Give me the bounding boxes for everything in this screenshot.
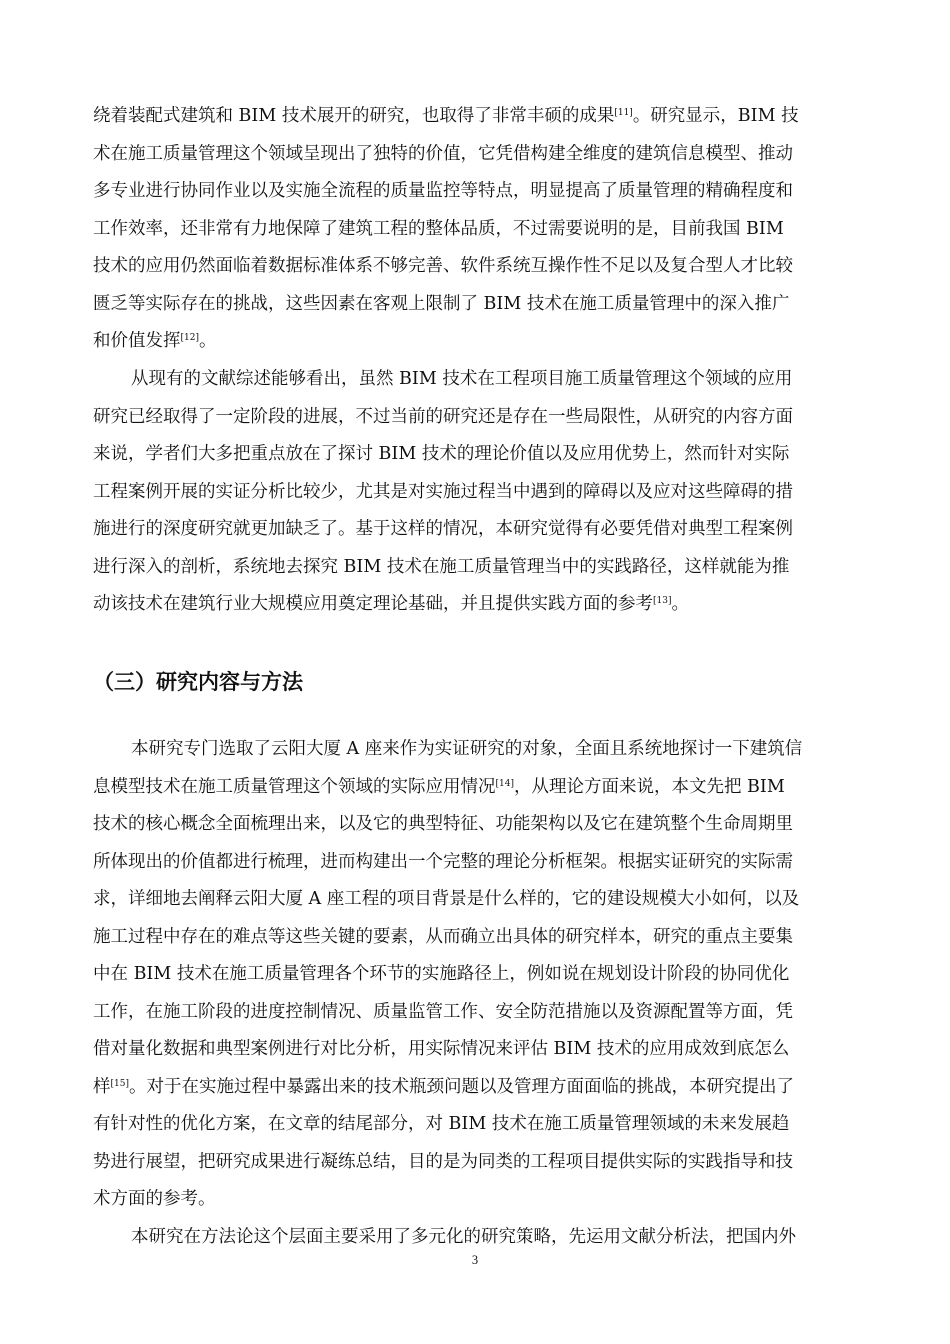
text-line — [93, 98, 859, 136]
text-line — [93, 806, 859, 844]
text-segment: 样 — [93, 1076, 111, 1097]
text-line — [93, 399, 859, 437]
text-line — [93, 474, 859, 512]
text-segment: 息模型技术在施工质量管理这个领域的实际应用情况 — [93, 776, 496, 797]
text-segment: 和价值发挥 — [93, 331, 181, 351]
text-segment: 有针对性的优化方案，在文章的结尾部分，对 BIM 技术在施工质量管理领域的未来发展趋 — [93, 1114, 790, 1134]
text-line — [93, 1219, 859, 1257]
text-line — [93, 323, 859, 361]
text-segment: 来说，学者们大多把重点放在了探讨 BIM 技术的理论价值以及应用优势上，然而针对实际 — [93, 444, 790, 464]
paragraph-1 — [93, 98, 859, 361]
text-segment: 绕着装配式建筑和 BIM 技术展开的研究，也取得了非常丰硕的成果 — [93, 106, 615, 126]
text-line — [93, 436, 859, 474]
citation-ref: [14] — [495, 778, 514, 789]
text-line — [93, 769, 859, 807]
text-segment: 术方面的参考。 — [93, 1189, 216, 1209]
text-line — [93, 1144, 859, 1182]
text-segment: 。对于在实施过程中暴露出来的技术瓶颈问题以及管理方面面临的挑战，本研究提出了 — [128, 1076, 794, 1097]
text-segment: 本研究专门选取了云阳大厦 A 座来作为实证研究的对象，全面且系统地探讨一下建筑信 — [131, 739, 803, 759]
text-line — [93, 211, 859, 249]
citation-ref: [12] — [180, 333, 199, 343]
text-line — [93, 919, 859, 957]
text-segment: 中在 BIM 技术在施工质量管理各个环节的实施路径上，例如说在规划设计阶段的协同优化 — [93, 964, 790, 984]
text-segment: 研究已经取得了一定阶段的进展，不过当前的研究还是存在一些局限性，从研究的内容方面 — [93, 406, 793, 427]
text-line — [93, 549, 859, 587]
text-segment: 技术的核心概念全面梳理出来，以及它的典型特征、功能架构以及它在建筑整个生命周期里 — [93, 814, 793, 834]
text-line — [93, 173, 859, 211]
paragraph-2 — [93, 361, 859, 624]
text-line — [93, 586, 859, 624]
text-segment: 动该技术在建筑行业大规模应用奠定理论基础，并且提供实践方面的参考 — [93, 594, 653, 614]
text-line — [93, 844, 859, 882]
text-segment: 。研究显示，BIM 技 — [632, 106, 799, 126]
text-segment: 多专业进行协同作业以及实施全流程的质量监控等特点，明显提高了质量管理的精确程度和 — [93, 181, 793, 201]
text-line — [93, 511, 859, 549]
text-line — [93, 361, 859, 399]
text-line — [93, 731, 859, 769]
text-segment: 势进行展望，把研究成果进行凝练总结，目的是为同类的工程项目提供实际的实践指导和技 — [93, 1151, 793, 1172]
citation-ref: [15] — [110, 1078, 129, 1089]
text-line — [93, 248, 859, 286]
text-segment: 工作效率，还非常有力地保障了建筑工程的整体品质，不过需要说明的是，目前我国 BIM — [93, 218, 784, 239]
text-segment: 本研究在方法论这个层面主要采用了多元化的研究策略，先运用文献分析法，把国内外 — [131, 1227, 796, 1247]
text-segment: 。 — [198, 331, 217, 351]
text-segment: 从现有的文献综述能够看出，虽然 BIM 技术在工程项目施工质量管理这个领域的应用 — [131, 369, 793, 389]
text-segment: 术在施工质量管理这个领域呈现出了独特的价值，它凭借构建全维度的建筑信息模型、推动 — [93, 143, 793, 164]
section-heading: （三）研究内容与方法 — [93, 670, 303, 694]
text-line — [93, 1069, 859, 1107]
text-line — [93, 1106, 859, 1144]
text-line — [93, 136, 859, 174]
text-segment: 工程案例开展的实证分析比较少，尤其是对实施过程当中遇到的障碍以及应对这些障碍的措 — [93, 481, 793, 502]
citation-ref: [11] — [614, 108, 633, 118]
text-segment: 工作，在施工阶段的进度控制情况、质量监管工作、安全防范措施以及资源配置等方面，凭 — [93, 1001, 793, 1022]
text-segment: 施进行的深度研究就更加缺乏了。基于这样的情况，本研究觉得有必要凭借对典型工程案例 — [93, 519, 793, 539]
text-line — [93, 881, 859, 919]
text-line — [93, 1181, 859, 1219]
text-segment: 所体现出的价值都进行梳理，进而构建出一个完整的理论分析框架。根据实证研究的实际需 — [93, 851, 793, 872]
text-segment: ，从理论方面来说，本文先把 BIM — [513, 776, 785, 797]
text-line — [93, 286, 859, 324]
page-number: 3 — [471, 1253, 479, 1267]
paragraph-3 — [93, 731, 859, 1219]
text-segment: 施工过程中存在的难点等这些关键的要素，从而确立出具体的研究样本，研究的重点主要集 — [93, 926, 793, 947]
citation-ref: [13] — [653, 596, 672, 606]
text-segment: 求，详细地去阐释云阳大厦 A 座工程的项目背景是什么样的，它的建设规模大小如何，以及 — [93, 889, 800, 909]
text-segment: 匮乏等实际存在的挑战，这些因素在客观上限制了 BIM 技术在施工质量管理中的深入推广 — [93, 293, 790, 314]
text-line — [93, 1031, 859, 1069]
text-segment: 技术的应用仍然面临着数据标准体系不够完善、软件系统互操作性不足以及复合型人才比较 — [93, 256, 793, 276]
text-segment: 借对量化数据和典型案例进行对比分析，用实际情况来评估 BIM 技术的应用成效到底怎么 — [93, 1039, 790, 1059]
text-line — [93, 994, 859, 1032]
paragraph-4 — [93, 1219, 859, 1257]
text-line — [93, 956, 859, 994]
text-segment: 进行深入的剖析，系统地去探究 BIM 技术在施工质量管理当中的实践路径，这样就能为推 — [93, 556, 790, 577]
text-segment: 。 — [671, 594, 689, 614]
